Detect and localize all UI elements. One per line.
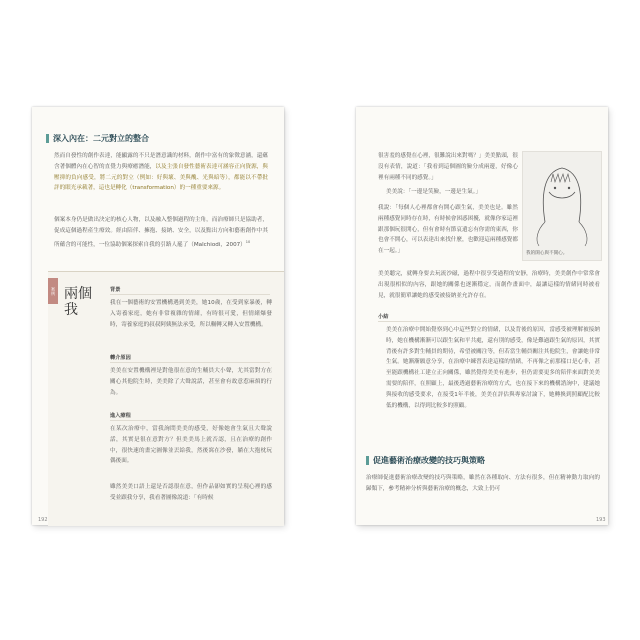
background-label: 背景 <box>110 287 121 293</box>
divider <box>110 294 270 295</box>
referral-text: 美美在安置機構裡是對他很在意的生輔員大小聲，尤其當對方在關心其他院生時，美美除了大聲說話，甚至會有故意惹麻煩的行為。 <box>110 368 272 396</box>
section-heading <box>46 133 149 144</box>
case-box <box>48 271 284 526</box>
divider <box>378 321 600 322</box>
right-page <box>356 107 608 525</box>
summary-label: 小結 <box>378 314 389 320</box>
section-title: 深入內在：二元對立的整合 <box>53 134 149 143</box>
heading-accent-bar <box>46 134 49 143</box>
outcome-paragraph: 美美聽完，就轉身要去玩流沙磁，過程中很享受過程的安靜，治療時，美美創作中常常會出現很相似的內容，跟她的關係也逐漸穩定，而創作畫面中，最讓這樣的情緒同時被看見，就很簡單讓她的感受被接納並允許存在。 <box>378 271 600 299</box>
client-drawing <box>522 151 602 261</box>
summary-text: 美美在治療中開始覺察到心中這些對立的情緒，以及背後的原因，當感受被理解被接納時，她在機構漸漸可以跟生氣和平共處，還有別的感受，像是難過跟生氣的原因，其實背後有許多對生輔員的期待，希望被關注等，但若當生輔員關注其他院生，會讓她非常生氣。她漸漸願意分享，在治療中練習表達這樣的情緒，不再像之前那樣口是心非，甚至能跟機構社工建立正向關係，雖然覺得美美有進步，但仍需要更多的陪伴來面對美美需要的陪伴，在照顧上，最後透過藝術治療的方式，也在接下來的機構諮詢中，建議她與接收的感受要求，在接受1年半後，美美在評估與專家討論下，她轉換到照顧配比較低的機構，以得到比較多的照顧。 <box>386 327 600 409</box>
drawing-caption: 我的開心與不開心。 <box>526 251 568 256</box>
section-heading <box>366 455 485 466</box>
continued-paragraph: 很害羞的感覺在心裡，很難說出來對嗎？」美美點頭，很沒有表情，說道：「我看到這個圖的臉分成兩邊，好像心裡有兩種不同的感覺。」 <box>378 153 518 181</box>
intervention-text-1: 在某次治療中，當我詢問美美的感受，好像她會生氣且大聲說話，其實是很在意對方？但美美馬上就否認，且在治療的創作中，很快速的畫完圖像並丟給我，然後窩在沙發，躺在大抱枕玩偶後面。 <box>110 426 272 465</box>
drawing-sketch <box>523 152 601 252</box>
footnote-ref: 10 <box>245 239 251 244</box>
divider <box>110 362 270 363</box>
quote-paragraph: 美美說：「一邊是笑臉，一邊是生氣。」 <box>386 189 482 195</box>
page-number: 192 <box>38 517 48 523</box>
case-title: 兩個我 <box>64 286 92 318</box>
referral-label: 轉介原因 <box>110 355 131 361</box>
section-title: 促進藝術治療改變的技巧與策略 <box>373 456 485 465</box>
paragraph-2: 個案本身仍是做出決定的核心人物，以及融入整個過程的主角，而治療師只是協助者，促成這個過程產生療效。經由陪伴、擁抱、接納、安全，以及點出方向和藝術創作中其所蘊含的可能性，一位協助個案探索自我的引路人罷了（Malchiodi，2007）$^{10}$ <box>54 217 268 248</box>
page-number: 193 <box>596 517 606 523</box>
divider <box>110 420 270 421</box>
background-text: 我在一個藝術的安置機構遇到美美，她10歲，在受到家暴後，轉入寄養家庭，她有非常複雜的情緒，有時很可愛，但情緒爆發時，寄養家庭的叔叔阿姨無法承受，所以輾轉又轉入安置機構。 <box>110 300 272 328</box>
intervention-text-2: 雖然美美口語上還是否認很在意，但作品卻如實的呈現心裡的感受並跟我分享，我看著圖像說道：「有時候 <box>110 484 272 501</box>
intro-paragraph: 然而自發性的創作表達，能顯露的不只是潛意識的材料，創作中富有的象徵意涵，還蘊含著個體內在心智的直覺力與療癒潛能，以及主張自發性藝術表達可涵容正向資源，與壓抑的負向感受，將二元的對立（例如：好與壞、美與醜、光與暗等），都能以不帶批評的眼光承載著，這也是轉化（transformation）的一種重要來源。 <box>54 153 268 192</box>
highlighted-text: 以及主張自發性藝術表達可涵容正向資源，與壓抑的負向感受，將二元的對立（例如：好與壞、美與醜、光與暗等），都能以不帶批評的眼光承載著，這也是轉化（transformation）的一種重要來源。 <box>54 163 268 192</box>
intervention-label: 進入療程 <box>110 413 131 419</box>
closing-paragraph: 治療師促進藝術治療改變的技巧與策略，雖然在各種取向、方法有很多，但在精神動力取向的歸類下，參考精神分析與藝術治療的概念，大致上仍可 <box>366 475 600 492</box>
left-page <box>32 107 284 525</box>
heading-accent-bar <box>366 456 369 465</box>
case-tab: 案例 <box>48 278 58 304</box>
therapist-paragraph: 我說：「每個人心裡都會有開心跟生氣，美美也是。雖然兩種感覺同時存在時，有時候會困惑困擾，就像你家這裡跟那個玩很開心，但有會時有節哀遺忘有你需的東西，你也會不開心，可以表達出來找什麼，也歡迎這兩種感覺都在一起。」 <box>378 205 518 255</box>
